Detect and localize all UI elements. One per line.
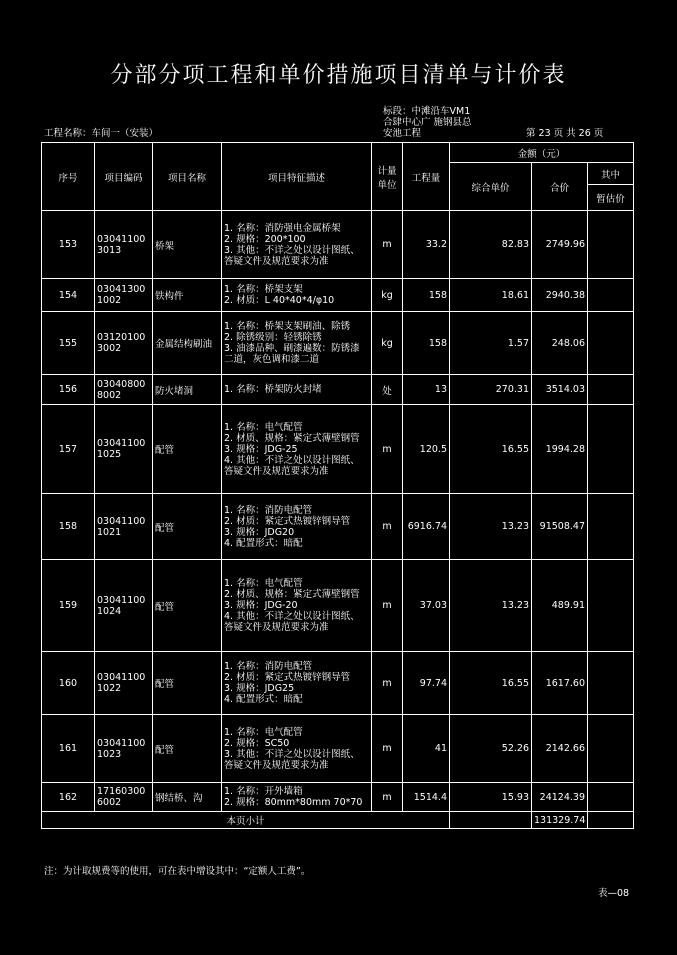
table-row <box>42 279 634 312</box>
header-feature: 项目特征描述 <box>222 143 372 211</box>
cell-unit: m <box>372 560 403 652</box>
cell-feature: 1. 名称：桥架支架刷油、除锈 2. 除锈级别：轻锈除锈 3. 油漆品种、刷漆遍数：防锈漆二道，灰色调和漆二道 <box>222 312 372 375</box>
header-unit: 计量单位 <box>372 143 403 211</box>
table-row <box>42 405 634 494</box>
table-row <box>42 375 634 405</box>
cell-total: 91508.47 <box>532 494 588 560</box>
cell-price: 16.55 <box>450 405 532 494</box>
footnote: 注：为计取规费等的使用，可在表中增设其中：“定额人工费”。 <box>44 866 311 877</box>
cell-provisional <box>588 560 634 652</box>
table-row <box>42 211 634 279</box>
cell-price: 16.55 <box>450 652 532 715</box>
table-row <box>42 715 634 783</box>
project-name: 工程名称：车间一（安装） <box>44 128 159 139</box>
cell-feature: 1. 名称：开外墙箱 2. 规格：80mm*80mm 70*70 <box>222 783 372 812</box>
cell-price: 82.83 <box>450 211 532 279</box>
cell-unit: m <box>372 783 403 812</box>
cell-name: 配管 <box>153 652 222 715</box>
subtotal-provisional <box>588 812 634 829</box>
header-code: 项目编码 <box>95 143 153 211</box>
page-number: 第 23 页 共 26 页 <box>526 128 604 139</box>
cell-qty: 6916.74 <box>403 494 450 560</box>
cell-name: 配管 <box>153 715 222 783</box>
header-total: 合价 <box>532 163 588 211</box>
cell-code: 030411003013 <box>95 211 153 279</box>
cell-feature: 1. 名称：电气配管 2. 材质、规格：紧定式薄壁钢管 3. 规格：JDG-25 4. 其他：不详之处以设计图纸、答疑文件及规范要求为准 <box>222 405 372 494</box>
cell-seq: 162 <box>42 783 95 812</box>
cell-feature: 1. 名称：电气配管 2. 材质、规格：紧定式薄壁钢管 3. 规格：JDG-20 4. 其他：不详之处以设计图纸、答疑文件及规范要求为准 <box>222 560 372 652</box>
project-line: 安池工程 <box>383 128 422 139</box>
table-row <box>42 312 634 375</box>
header-amount: 金额（元） <box>450 143 634 163</box>
cell-provisional <box>588 211 634 279</box>
project-line: 标段：中滩沿车VM1 <box>383 106 471 117</box>
cell-code: 030408008002 <box>95 375 153 405</box>
cell-unit: 处 <box>372 375 403 405</box>
cell-unit: m <box>372 715 403 783</box>
cell-seq: 154 <box>42 279 95 312</box>
cell-seq: 157 <box>42 405 95 494</box>
cell-seq: 156 <box>42 375 95 405</box>
cell-total: 2142.66 <box>532 715 588 783</box>
cell-unit: m <box>372 405 403 494</box>
pricing-table <box>41 142 634 829</box>
cell-qty: 158 <box>403 312 450 375</box>
header-of-which: 其中 <box>588 163 634 185</box>
cell-provisional <box>588 279 634 312</box>
cell-code: 030411001021 <box>95 494 153 560</box>
table-row <box>42 783 634 812</box>
cell-seq: 160 <box>42 652 95 715</box>
cell-code: 030411001025 <box>95 405 153 494</box>
cell-seq: 158 <box>42 494 95 560</box>
cell-seq: 159 <box>42 560 95 652</box>
cell-name: 配管 <box>153 560 222 652</box>
cell-qty: 120.5 <box>403 405 450 494</box>
header-qty: 工程量 <box>403 143 450 211</box>
cell-unit: m <box>372 652 403 715</box>
header-name: 项目名称 <box>153 143 222 211</box>
table-row <box>42 560 634 652</box>
cell-provisional <box>588 375 634 405</box>
cell-price: 270.31 <box>450 375 532 405</box>
cell-unit: m <box>372 211 403 279</box>
header-unit-price: 综合单价 <box>450 163 532 211</box>
cell-total: 1994.28 <box>532 405 588 494</box>
cell-qty: 37.03 <box>403 560 450 652</box>
cell-feature: 1. 名称：消防强电金属桥架 2. 规格：200*100 3. 其他：不详之处以设计图纸、答疑文件及规范要求为准 <box>222 211 372 279</box>
cell-qty: 97.74 <box>403 652 450 715</box>
cell-price: 18.61 <box>450 279 532 312</box>
cell-total: 489.91 <box>532 560 588 652</box>
cell-qty: 1514.4 <box>403 783 450 812</box>
subtotal-row <box>42 812 634 829</box>
cell-total: 24124.39 <box>532 783 588 812</box>
cell-total: 2749.96 <box>532 211 588 279</box>
cell-total: 1617.60 <box>532 652 588 715</box>
cell-provisional <box>588 783 634 812</box>
cell-total: 248.06 <box>532 312 588 375</box>
cell-code: 030411001024 <box>95 560 153 652</box>
cell-seq: 153 <box>42 211 95 279</box>
cell-name: 配管 <box>153 405 222 494</box>
page-title: 分部分项工程和单价措施项目清单与计价表 <box>110 63 567 88</box>
table-row <box>42 652 634 715</box>
project-line: 合肆中心广 施钢县总 <box>383 117 472 128</box>
cell-seq: 161 <box>42 715 95 783</box>
cell-price: 52.26 <box>450 715 532 783</box>
cell-qty: 13 <box>403 375 450 405</box>
cell-feature: 1. 名称：电气配管 2. 规格：SC50 3. 其他：不详之处以设计图纸、答疑文件及规范要求为准 <box>222 715 372 783</box>
cell-unit: kg <box>372 279 403 312</box>
cell-name: 防火堵洞 <box>153 375 222 405</box>
cell-seq: 155 <box>42 312 95 375</box>
cell-unit: kg <box>372 312 403 375</box>
cell-provisional <box>588 652 634 715</box>
cell-provisional <box>588 405 634 494</box>
table-row <box>42 494 634 560</box>
cell-code: 031201003002 <box>95 312 153 375</box>
cell-qty: 41 <box>403 715 450 783</box>
subtotal-label: 本页小计 <box>42 812 450 829</box>
subtotal-price <box>450 812 532 829</box>
cell-provisional <box>588 715 634 783</box>
cell-price: 1.57 <box>450 312 532 375</box>
cell-qty: 158 <box>403 279 450 312</box>
cell-total: 3514.03 <box>532 375 588 405</box>
cell-name: 铁构件 <box>153 279 222 312</box>
cell-price: 13.23 <box>450 560 532 652</box>
cell-price: 15.93 <box>450 783 532 812</box>
cell-name: 配管 <box>153 494 222 560</box>
cell-feature: 1. 名称：消防电配管 2. 材质：紧定式热镀锌钢导管 3. 规格：JDG20 4. 配置形式：暗配 <box>222 494 372 560</box>
cell-code: 171603006002 <box>95 783 153 812</box>
header-provisional: 暂估价 <box>588 185 634 211</box>
cell-name: 钢结桥、沟 <box>153 783 222 812</box>
form-code: 表—08 <box>598 888 630 899</box>
cell-feature: 1. 名称：消防电配管 2. 材质：紧定式热镀锌钢导管 3. 规格：JDG25 4. 配置形式：暗配 <box>222 652 372 715</box>
cell-provisional <box>588 494 634 560</box>
cell-name: 金属结构刷油 <box>153 312 222 375</box>
cell-feature: 1. 名称：桥架支架 2. 材质：L 40*40*4/φ10 <box>222 279 372 312</box>
project-section-info <box>383 106 472 139</box>
cell-name: 桥架 <box>153 211 222 279</box>
cell-qty: 33.2 <box>403 211 450 279</box>
cell-total: 2940.38 <box>532 279 588 312</box>
cell-feature: 1. 名称：桥架防火封堵 <box>222 375 372 405</box>
cell-code: 030413001002 <box>95 279 153 312</box>
cell-price: 13.23 <box>450 494 532 560</box>
cell-unit: m <box>372 494 403 560</box>
subtotal-value: 131329.74 <box>532 812 588 829</box>
header-seq: 序号 <box>42 143 95 211</box>
cell-code: 030411001022 <box>95 652 153 715</box>
cell-provisional <box>588 312 634 375</box>
cell-code: 030411001023 <box>95 715 153 783</box>
